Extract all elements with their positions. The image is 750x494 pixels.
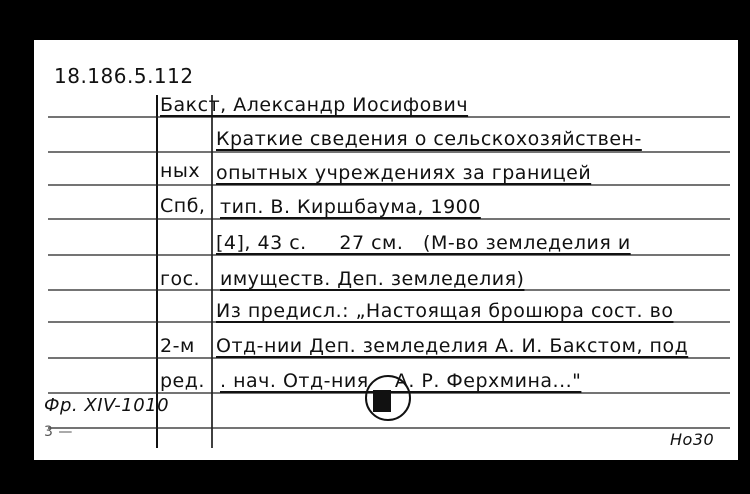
margin-label: 2-м bbox=[160, 335, 195, 357]
note-line: Отд-нии Деп. земледелия А. И. Бакстом, под bbox=[216, 335, 689, 357]
collation-line: [4], 43 с. 27 см. (М-во земледелия и bbox=[216, 232, 631, 254]
margin-label: ных bbox=[160, 160, 201, 182]
shelf-stamp: Фр. XIV-1010 bbox=[44, 395, 170, 416]
author-heading: Бакст, Александр Иосифович bbox=[160, 94, 469, 116]
note-line: . нач. Отд-ния А. Р. Ферхмина..." bbox=[220, 370, 582, 392]
title-line: опытных учреждениях за границей bbox=[216, 162, 592, 184]
call-number: 18.186.5.112 bbox=[54, 64, 194, 88]
margin-label: гос. bbox=[160, 268, 201, 290]
margin-label: Спб, bbox=[160, 195, 206, 217]
title-line: Краткие сведения о сельскохозяйствен- bbox=[216, 128, 642, 150]
corner-note: Ho30 bbox=[670, 430, 715, 449]
imprint-line: тип. В. Киршбаума, 1900 bbox=[220, 196, 481, 218]
margin-label: ред. bbox=[160, 370, 205, 392]
shelf-stamp-secondary: 3 — bbox=[44, 424, 73, 440]
note-line: Из предисл.: „Настоящая брошюра сост. во bbox=[216, 300, 674, 322]
series-line: имуществ. Деп. земледелия) bbox=[220, 268, 525, 290]
